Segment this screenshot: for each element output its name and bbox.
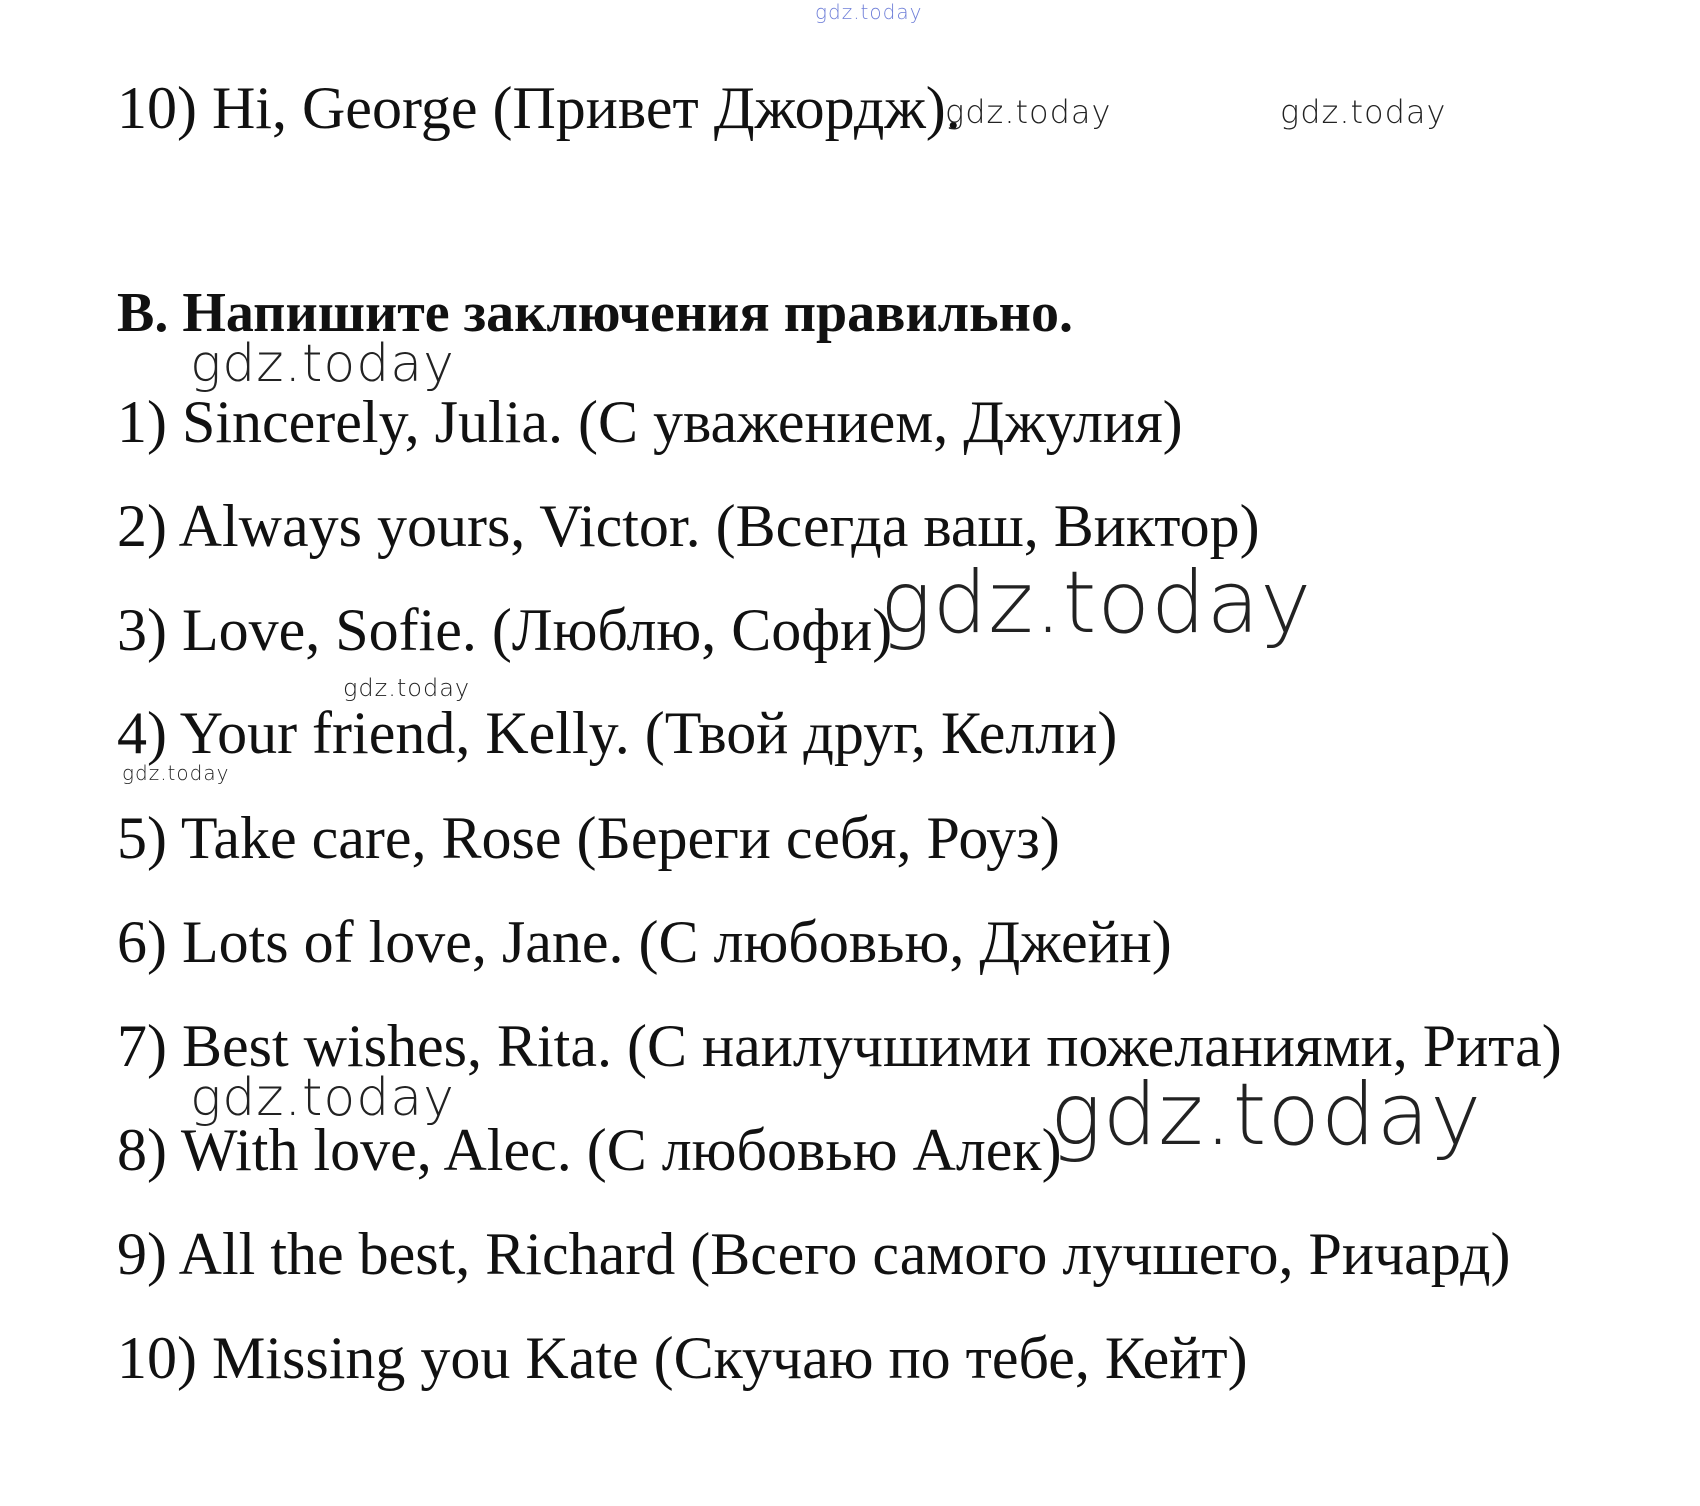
watermark-7: gdz.today (190, 1068, 455, 1128)
watermark-3: gdz.today (190, 334, 455, 394)
watermark-top: gdz.today (815, 0, 923, 24)
watermark-2: gdz.today (1280, 93, 1447, 131)
watermark-1: gdz.today (945, 93, 1112, 131)
watermark-5: gdz.today (343, 674, 471, 702)
watermark-4: gdz.today (880, 553, 1313, 653)
section-heading: B. Напишите заключения правильно. (117, 282, 1073, 344)
list-item: 9) All the best, Richard (Всего самого лучшего, Ричард) (117, 1221, 1511, 1287)
watermark-6: gdz.today (122, 761, 230, 785)
answer-line-top: 10) Hi, George (Привет Джордж). (117, 75, 961, 141)
list-item: 7) Best wishes, Rita. (С наилучшими пожеланиями, Рита) (117, 1013, 1562, 1079)
list-item: 6) Lots of love, Jane. (С любовью, Джейн) (117, 909, 1172, 975)
list-item: 4) Your friend, Kelly. (Твой друг, Келли) (117, 700, 1118, 766)
list-item: 8) With love, Alec. (С любовью Алек) (117, 1117, 1062, 1183)
list-item: 3) Love, Sofie. (Люблю, Софи) (117, 597, 893, 663)
list-item: 10) Missing you Kate (Скучаю по тебе, Кейт) (117, 1325, 1248, 1391)
list-item: 5) Take care, Rose (Береги себя, Роуз) (117, 805, 1060, 871)
watermark-8: gdz.today (1050, 1065, 1483, 1165)
list-item: 2) Always yours, Victor. (Всегда ваш, Виктор) (117, 493, 1260, 559)
list-item: 1) Sincerely, Julia. (С уважением, Джулия) (117, 389, 1183, 455)
